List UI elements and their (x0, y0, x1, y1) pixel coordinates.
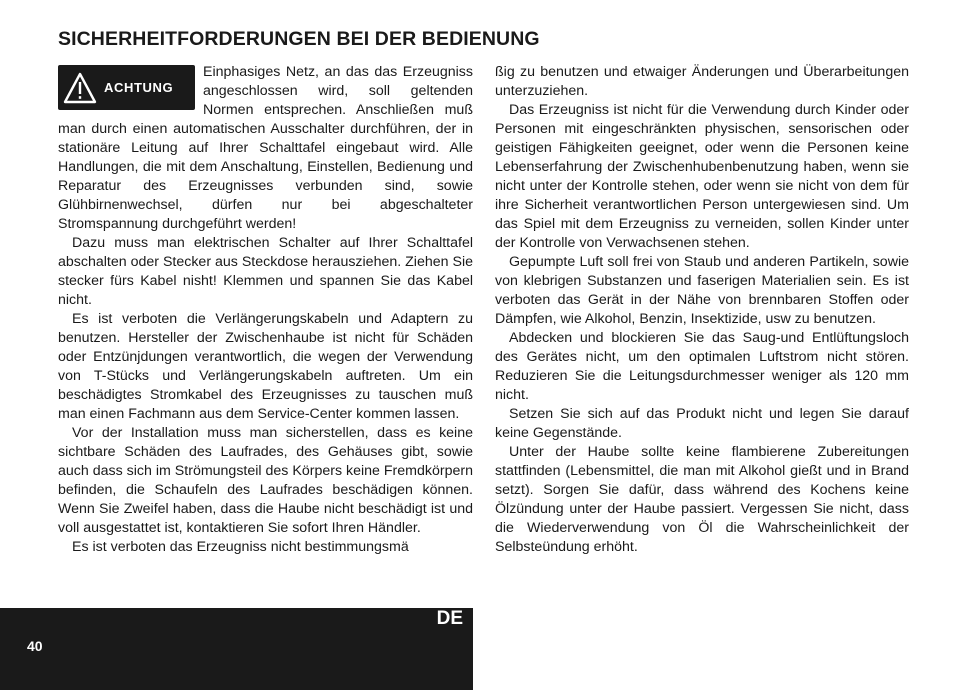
paragraph: Unter der Haube sollte keine flambierene Zubereitungen stattfinden (Lebensmittel, die man mit Alkohol gießt und in Brand setzt). Sorgen Sie dafür, dass während des Kochens keine Ölzündung unter der Haube passiert. Vergessen Sie nicht, dass die Wiederverwendung von Öl die Wahrscheinlichkeit der Selbsteündung erhöht. (495, 444, 909, 555)
paragraph: Dazu muss man elektrischen Schalter auf Ihrer Schalttafel abschalten oder Stecker aus Steckdose herausziehen. Ziehen Sie stecker fürs Kabel nisht! Klemmen und spannen Sie das Kabel nicht. (58, 235, 473, 308)
language-code: DE (436, 608, 463, 629)
paragraph: Vor der Installation muss man sicherstellen, dass es keine sichtbare Schäden des Laufrades, des Gehäuses gibt, sowie auch dass sich im Strömungsteil des Körpers keine Fremdkörpern befinden, die Schaufeln des Laufrades beschädigen können. Wenn Sie Zweifel haben, dass die Haube nicht beschädigt ist und voll ausgestattet ist, kontaktieren Sie sofort Ihren Händler. (58, 425, 473, 536)
warning-label: ACHTUNG (104, 80, 174, 95)
paragraph: Das Erzeugniss ist nicht für die Verwendung durch Kinder oder Personen mit eingeschränkten physischen, sensorischen oder geistigen Fähigkeiten geeignet, oder wenn die Personen keine Lebenserfahrung der Zwischenhubenbenutzung haben, wenn sie nicht unter der Kontrolle stehen, oder wenn sie nicht von dem für ihre Sicherheit verantwortlichen Person untergewiesen sind. Um das Spiel mit dem Erzeugniss zu verneiden, sollen Kinder unter der Kontrolle von Verwachsenen stehen. (495, 102, 909, 251)
paragraph: Es ist verboten das Erzeugniss nicht bestimmungsmä (72, 539, 409, 555)
warning-triangle-icon (63, 72, 97, 104)
footer-bar (0, 608, 473, 690)
paragraph: Es ist verboten die Verlängerungskabeln und Adaptern zu benutzen. Hersteller der Zwischenhaube ist nicht für Schäden oder Entzünjdungen verantwortlich, die wegen der Verwendung von T-Stücks und Verlängerungskabeln auftreten. Um ein beschädigtes Stromkabel des Erzeugnisses zu tauschen muß man einen Fachmann aus dem Service-Center kommen lassen. (58, 311, 473, 422)
page-title: SICHERHEITFORDERUNGEN BEI DER BEDIENUNG (58, 28, 540, 50)
paragraph: Gepumpte Luft soll frei von Staub und anderen Partikeln, sowie von klebrigen Substanzen und faserigen Materialien sein. Es ist verboten das Gerät in der Nähe von brennbaren Stoffen oder Dämpfen, wie Alkohol, Benzin, Insektizide, usw zu benutzen. (495, 254, 909, 327)
warning-badge (58, 65, 195, 110)
paragraph: Setzen Sie sich auf das Produkt nicht und legen Sie darauf keine Gegenstände. (495, 406, 909, 441)
right-column (495, 63, 909, 557)
paragraph: Abdecken und blockieren Sie das Saug-und Entlüftungsloch des Gerätes nicht, um den optimalen Luftstrom nicht stören. Reduzieren Sie die Leitungsdurchmesser weniger als 120 mm nicht. (495, 330, 909, 403)
page-number: 40 (27, 638, 43, 654)
paragraph: Einphasiges Netz, an das das Erzeugniss angeschlossen wird, soll geltenden Normen entsprechen. Anschließen muß man durch einen automatischen Ausschalter durchführen, der in stationäre Leitung auf Ihrer Schalttafel eingebaut wird. Alle Handlungen, die mit dem Anschaltung, Einstellen, Bedienung und Reparatur des Erzeugnisses verbunden sind, sowie Glühbirnenwechsel, dürfen nur bei abgeschalteter Stromspannung durchgeführt werden! (58, 64, 473, 232)
left-column (58, 63, 473, 557)
paragraph: ßig zu benutzen und etwaiger Änderungen und Überarbeitungen unterzuziehen. (495, 64, 909, 99)
